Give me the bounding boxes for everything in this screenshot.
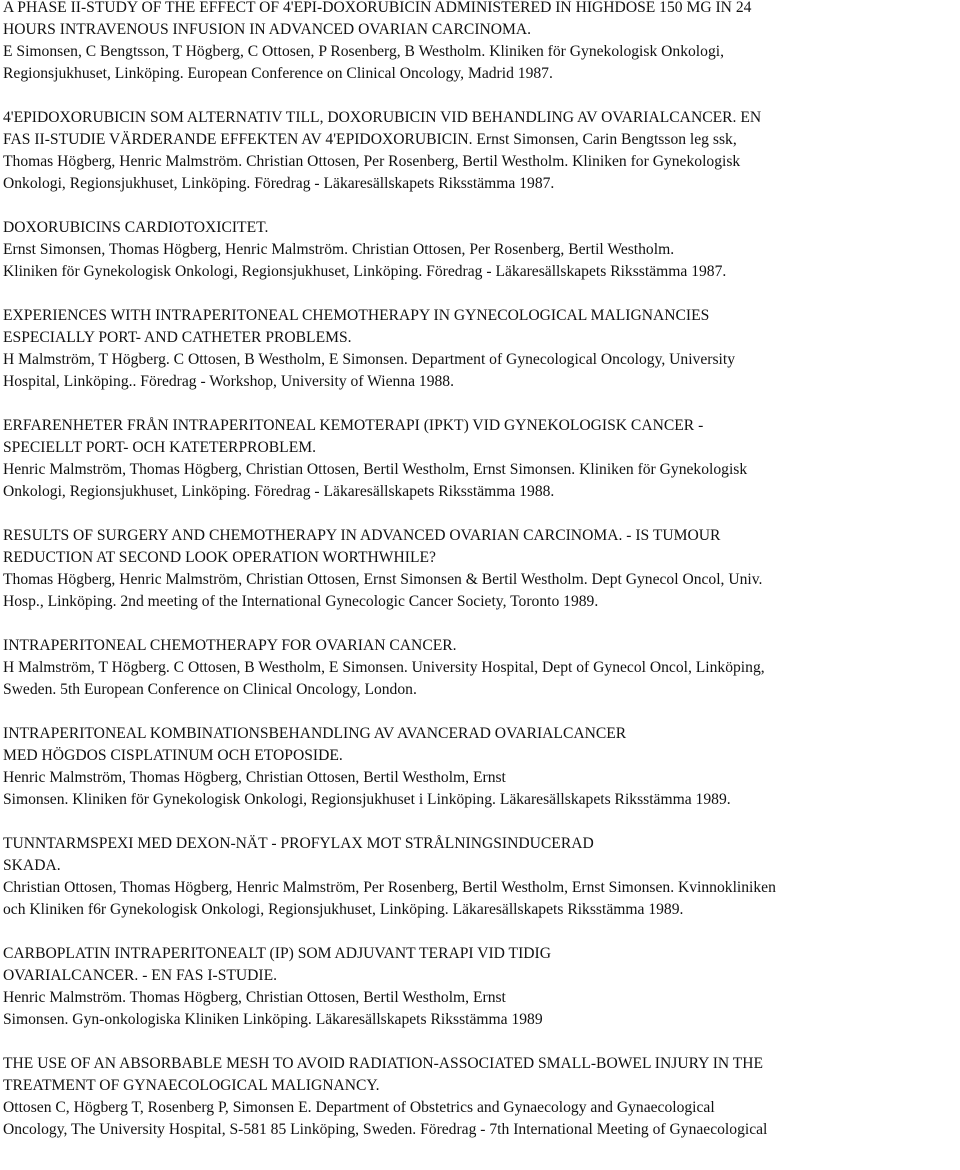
entry-title-line: REDUCTION AT SECOND LOOK OPERATION WORTHWHILE? (3, 549, 436, 566)
entry-authors-line: Henric Malmström. Thomas Högberg, Christian Ottosen, Bertil Westholm, Ernst (3, 989, 506, 1006)
document-page (3, 0, 958, 1163)
entry-title-line: INTRAPERITONEAL KOMBINATIONSBEHANDLING AV AVANCERAD OVARIALCANCER (3, 725, 627, 742)
entry-venue-line: Regionsjukhuset, Linköping. European Conference on Clinical Oncology, Madrid 1987. (3, 65, 553, 82)
publication-entry (3, 635, 958, 701)
publication-entry (3, 833, 958, 921)
entry-title-line: ERFARENHETER FRÅN INTRAPERITONEAL KEMOTERAPI (IPKT) VID GYNEKOLOGISK CANCER - (3, 417, 704, 434)
entry-venue-line: Simonsen. Kliniken för Gynekologisk Onkologi, Regionsjukhuset i Linköping. Läkaresällskapets Riksstämma 1989. (3, 791, 731, 808)
publication-entry (3, 0, 958, 85)
entry-authors-line: Henric Malmström, Thomas Högberg, Christian Ottosen, Bertil Westholm, Ernst Simonsen. Kliniken för Gynekologisk (3, 461, 748, 478)
entry-title-line: INTRAPERITONEAL CHEMOTHERAPY FOR OVARIAN CANCER. (3, 637, 457, 654)
entry-title-line: EXPERIENCES WITH INTRAPERITONEAL CHEMOTHERAPY IN GYNECOLOGICAL MALIGNANCIES (3, 307, 710, 324)
publication-entry (3, 723, 958, 811)
entry-authors-line: Henric Malmström, Thomas Högberg, Christian Ottosen, Bertil Westholm, Ernst (3, 769, 506, 786)
entry-venue-line: och Kliniken f6r Gynekologisk Onkologi, Regionsjukhuset, Linköping. Läkaresällskapets Riksstämma 1989. (3, 901, 684, 918)
entry-authors-line: Ottosen C, Högberg T, Rosenberg P, Simonsen E. Department of Obstetrics and Gynaecology and Gynaecological (3, 1099, 715, 1116)
publication-entry (3, 943, 958, 1031)
entry-title-line: SPECIELLT PORT- OCH KATETERPROBLEM. (3, 439, 316, 456)
entry-authors-line: Christian Ottosen, Thomas Högberg, Henric Malmström, Per Rosenberg, Bertil Westholm, Ernst Simonsen. Kvinnokliniken (3, 879, 776, 896)
publication-entry (3, 107, 958, 195)
entry-venue-line: Kliniken för Gynekologisk Onkologi, Regionsjukhuset, Linköping. Föredrag - Läkaresällskapets Riksstämma 1987. (3, 263, 727, 280)
entry-title-line: HOURS INTRAVENOUS INFUSION IN ADVANCED OVARIAN CARCINOMA. (3, 21, 532, 38)
entry-title-line: SKADA. (3, 857, 61, 874)
publication-entry (3, 525, 958, 613)
entry-title-line: RESULTS OF SURGERY AND CHEMOTHERAPY IN ADVANCED OVARIAN CARCINOMA. - IS TUMOUR (3, 527, 721, 544)
entry-venue-line: Onkologi, Regionsjukhuset, Linköping. Föredrag - Läkaresällskapets Riksstämma 1987. (3, 175, 555, 192)
entry-authors-line: Ernst Simonsen, Thomas Högberg, Henric Malmström. Christian Ottosen, Per Rosenberg, Bertil Westholm. (3, 241, 675, 258)
entry-authors-line: E Simonsen, C Bengtsson, T Högberg, C Ottosen, P Rosenberg, B Westholm. Kliniken för Gynekologisk Onkologi, (3, 43, 724, 60)
entry-authors-line: H Malmström, T Högberg. C Ottosen, B Westholm, E Simonsen. Department of Gynecological Oncology, University (3, 351, 735, 368)
entry-authors-line: H Malmström, T Högberg. C Ottosen, B Westholm, E Simonsen. University Hospital, Dept of Gynecol Oncol, Linköping, (3, 659, 765, 676)
entry-title-line: THE USE OF AN ABSORBABLE MESH TO AVOID RADIATION-ASSOCIATED SMALL-BOWEL INJURY IN THE (3, 1055, 764, 1072)
entry-venue-line: Hosp., Linköping. 2nd meeting of the International Gynecologic Cancer Society, Toronto 1989. (3, 593, 599, 610)
entry-title-line: A PHASE II-STUDY OF THE EFFECT OF 4'EPI-DOXORUBICIN ADMINISTERED IN HIGHDOSE 150 MG IN 24 (3, 0, 752, 16)
entry-title-line: OVARIALCANCER. - EN FAS I-STUDIE. (3, 967, 278, 984)
publication-entry (3, 217, 958, 283)
entry-title-line: CARBOPLATIN INTRAPERITONEALT (IP) SOM ADJUVANT TERAPI VID TIDIG (3, 945, 551, 962)
entry-venue-line: Hospital, Linköping.. Föredrag - Workshop, University of Wienna 1988. (3, 373, 454, 390)
entry-title-line: TUNNTARMSPEXI MED DEXON-NÄT - PROFYLAX MOT STRÅLNINGSINDUCERAD (3, 835, 594, 852)
publication-entry (3, 305, 958, 393)
entry-venue-line: Oncology, The University Hospital, S-581 85 Linköping, Sweden. Föredrag - 7th International Meeting of Gynaecological (3, 1121, 768, 1138)
entry-title-line: ESPECIALLY PORT- AND CATHETER PROBLEMS. (3, 329, 352, 346)
entry-authors-line: Thomas Högberg, Henric Malmström. Christian Ottosen, Per Rosenberg, Bertil Westholm. Kliniken for Gynekologisk (3, 153, 741, 170)
publication-entry (3, 1053, 958, 1141)
entry-venue-line: Onkologi, Regionsjukhuset, Linköping. Föredrag - Läkaresällskapets Riksstämma 1988. (3, 483, 555, 500)
entry-title-line: TREATMENT OF GYNAECOLOGICAL MALIGNANCY. (3, 1077, 380, 1094)
entry-title-line: 4'EPIDOXORUBICIN SOM ALTERNATIV TILL, DOXORUBICIN VID BEHANDLING AV OVARIALCANCER. EN (3, 109, 762, 126)
entry-authors-line: Thomas Högberg, Henric Malmström, Christian Ottosen, Ernst Simonsen & Bertil Westholm. Dept Gynecol Oncol, Univ. (3, 571, 763, 588)
entry-venue-line: Simonsen. Gyn-onkologiska Kliniken Linköping. Läkaresällskapets Riksstämma 1989 (3, 1011, 543, 1028)
publication-entry (3, 415, 958, 503)
entry-title-line: FAS II-STUDIE VÄRDERANDE EFFEKTEN AV 4'EPIDOXORUBICIN. Ernst Simonsen, Carin Bengtsson leg ssk, (3, 131, 737, 148)
entry-venue-line: Sweden. 5th European Conference on Clinical Oncology, London. (3, 681, 417, 698)
entry-title-line: MED HÖGDOS CISPLATINUM OCH ETOPOSIDE. (3, 747, 343, 764)
entry-title-line: DOXORUBICINS CARDIOTOXICITET. (3, 219, 269, 236)
